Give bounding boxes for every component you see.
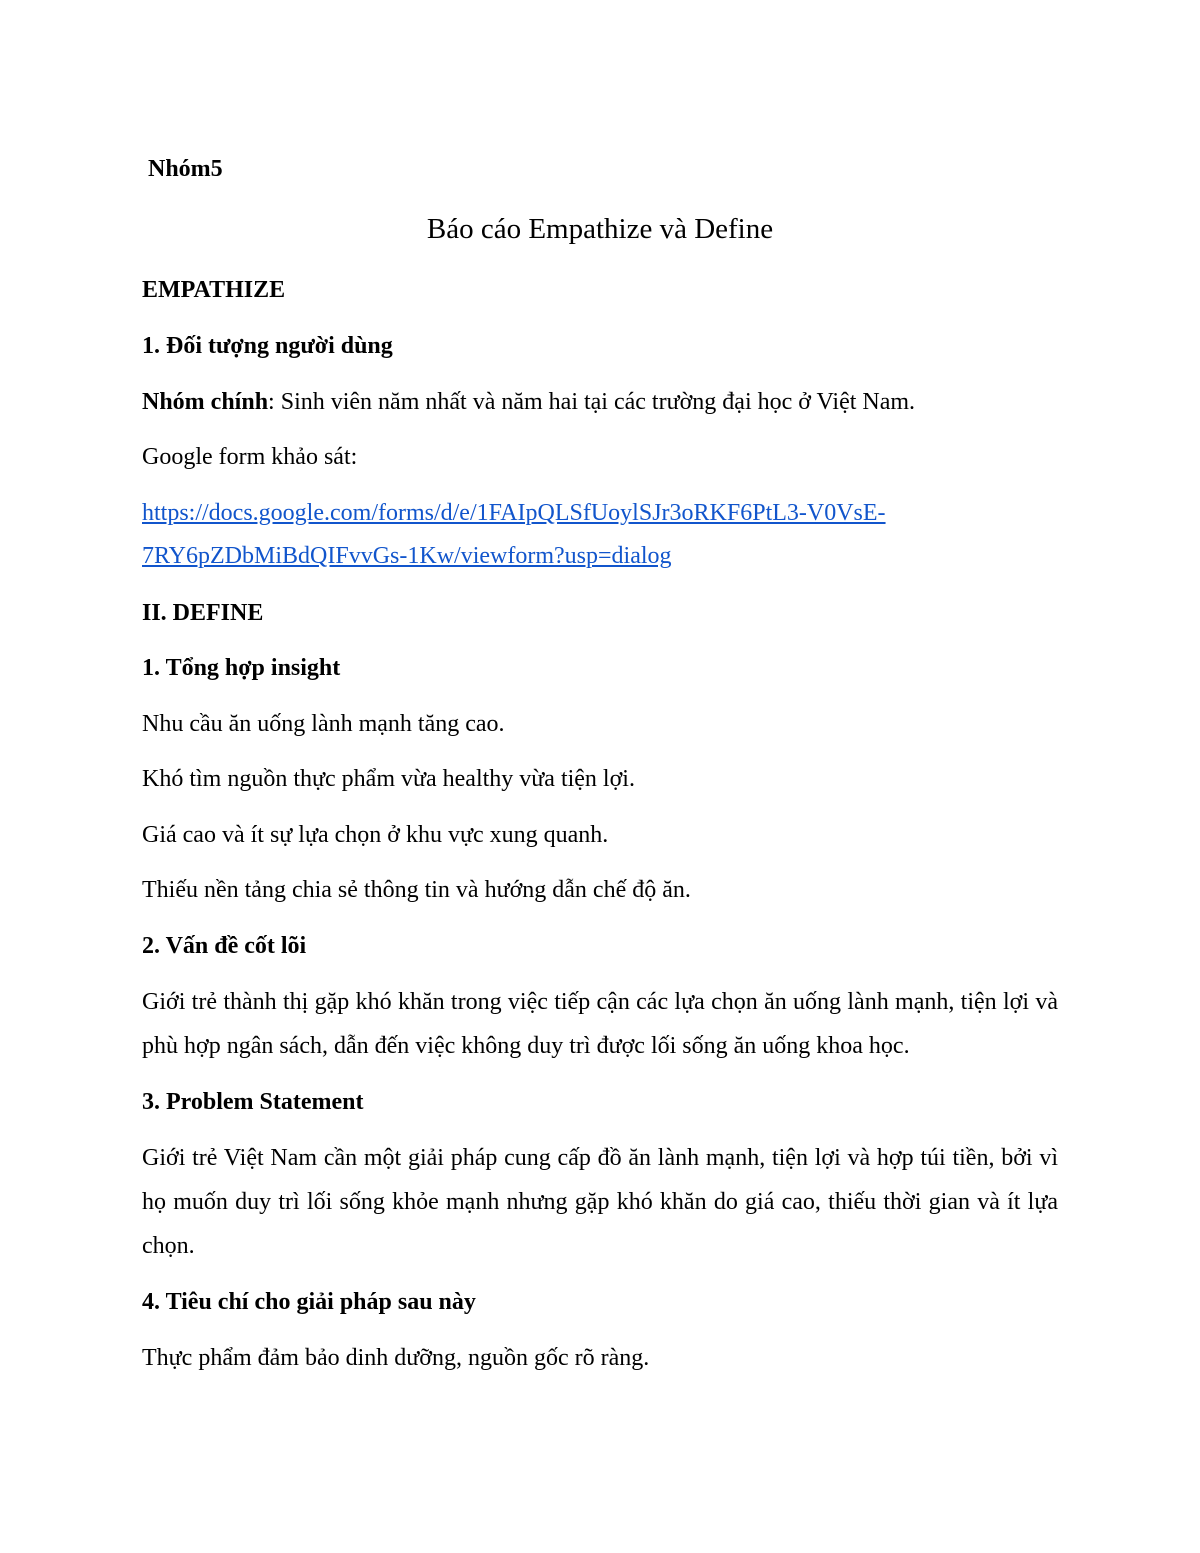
- criteria-heading: 4. Tiêu chí cho giải pháp sau này: [142, 1289, 476, 1315]
- survey-link-line-1[interactable]: https://docs.google.com/forms/d/e/1FAIpQLSfUoylSJr3oRKF6PtL3-V0VsE-: [142, 500, 886, 526]
- core-issue-heading: 2. Vấn đề cốt lõi: [142, 933, 307, 959]
- insight-heading: 1. Tổng hợp insight: [142, 655, 341, 681]
- insight-item: Giá cao và ít sự lựa chọn ở khu vực xung quanh.: [142, 822, 609, 848]
- survey-label: Google form khảo sát:: [142, 444, 358, 470]
- main-group-text: : Sinh viên năm nhất và năm hai tại các trường đại học ở Việt Nam.: [268, 389, 916, 415]
- insight-item: Nhu cầu ăn uống lành mạnh tăng cao.: [142, 711, 505, 737]
- empathize-heading: EMPATHIZE: [142, 277, 286, 303]
- criteria-text: Thực phẩm đảm bảo dinh dưỡng, nguồn gốc rõ ràng.: [142, 1345, 650, 1371]
- define-heading: II. DEFINE: [142, 600, 264, 626]
- insight-item: Khó tìm nguồn thực phẩm vừa healthy vừa tiện lợi.: [142, 766, 635, 792]
- group-name: Nhóm5: [148, 156, 223, 182]
- survey-link-line-2[interactable]: 7RY6pZDbMiBdQIFvvGs-1Kw/viewform?usp=dialog: [142, 543, 672, 569]
- document-title: Báo cáo Empathize và Define: [426, 213, 774, 245]
- problem-statement-heading: 3. Problem Statement: [142, 1089, 364, 1115]
- insight-item: Thiếu nền tảng chia sẻ thông tin và hướng dẫn chế độ ăn.: [142, 877, 691, 903]
- core-issue-paragraph: Giới trẻ thành thị gặp khó khăn trong việc tiếp cận các lựa chọn ăn uống lành mạnh, tiện lợi và phù hợp ngân sách, dẫn đến việc không duy trì được lối sống ăn uống khoa học.: [142, 989, 1058, 1059]
- problem-statement-paragraph: Giới trẻ Việt Nam cần một giải pháp cung cấp đồ ăn lành mạnh, tiện lợi và hợp túi tiền, bởi vì họ muốn duy trì lối sống khỏe mạnh nhưng gặp khó khăn do giá cao, thiếu thời gian và ít lựa chọn.: [142, 1145, 1058, 1259]
- main-group-label: Nhóm chính: [142, 389, 269, 415]
- users-heading: 1. Đối tượng người dùng: [142, 333, 393, 359]
- main-group-line: [142, 387, 915, 417]
